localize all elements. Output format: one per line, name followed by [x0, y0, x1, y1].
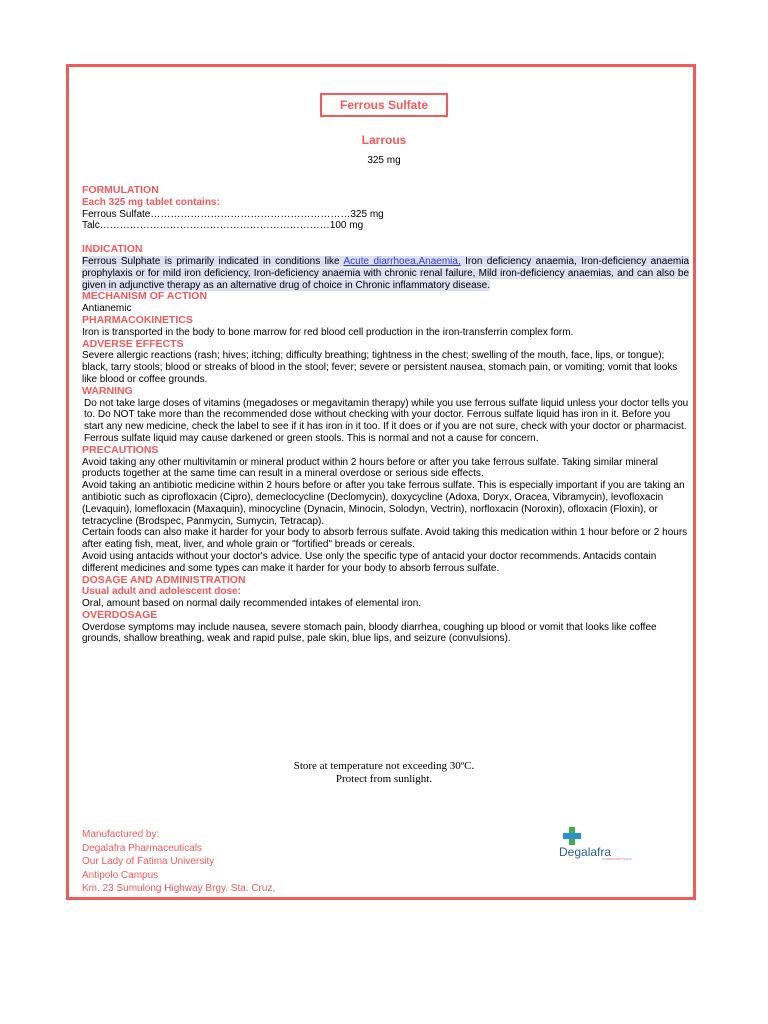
- manufacturer-line: Degalafra Pharmaceuticals: [82, 842, 203, 854]
- overdosage-heading: OVERDOSAGE: [82, 608, 158, 621]
- dosage-text: Oral, amount based on normal daily recommended intakes of elemental iron.: [82, 598, 422, 610]
- precautions-heading: PRECAUTIONS: [82, 443, 159, 456]
- mechanism-heading: MECHANISM OF ACTION: [82, 290, 208, 303]
- formulation-heading: FORMULATION: [82, 184, 159, 196]
- formulation-row: [82, 209, 689, 221]
- indication-text-1: Ferrous Sulphate is primarily indicated in conditions like: [82, 255, 344, 267]
- leader-dots: ……………………………………………………………: [99, 220, 330, 232]
- manufacturer-block: [82, 828, 275, 896]
- ingredient-name: Ferrous Sulfate: [82, 208, 151, 220]
- product-title: Ferrous Sulfate: [320, 93, 448, 117]
- warning-heading: WARNING: [82, 384, 133, 397]
- formulation-subheading: Each 325 mg tablet contains:: [82, 196, 220, 208]
- precautions-paragraph: Certain foods can also make it harder for your body to absorb ferrous sulfate. Avoid taking this medication within 1 hour before or 2 hours after eating fish, meat, liver, and whole grain or "fortified" breads or cereals.: [82, 527, 688, 551]
- content: [82, 185, 689, 645]
- pharmacokinetics-heading: PHARMACOKINETICS: [82, 313, 193, 326]
- formulation-row: [82, 220, 689, 232]
- manufacturer-line: Our Lady of Fatima University: [82, 856, 215, 867]
- overdosage-text: Overdose symptoms may include nausea, severe stomach pain, bloody diarrhea, coughing up blood or vomit that looks like coffee grounds, shallow breathing, weak and rapid pulse, pale skin, blue lips, and seizure (convulsions).: [82, 621, 657, 645]
- document-frame: [66, 64, 696, 900]
- adverse-effects-heading: ADVERSE EFFECTS: [82, 337, 184, 350]
- storage-instructions: [69, 760, 699, 786]
- warning-text: Do not take large doses of vitamins (megadoses or megavitamin therapy) while you use ferrous sulfate liquid unless your doctor tells you to. Do NOT take more than the recommended dose without checking with your doctor. Ferrous sulfate liquid has iron in it. Before you start any new medicine, check the label to see if it has iron in it too. If it does or if you are not sure, check with your doctor or pharmacist. Ferrous sulfate liquid may cause darkened or green stools. This is normal and not a cause for concern.: [84, 397, 689, 444]
- company-logo: [547, 825, 647, 865]
- ingredient-amount: 325 mg: [350, 208, 384, 220]
- leader-dots: ……………………………………………………: [150, 208, 351, 220]
- precautions-paragraph: Avoid taking an antibiotic medicine within 2 hours before or after you take ferrous sulfate. This is especially important if you are taking an antibiotic such as ciprofloxacin (Cipro), demeclocycline (Declomycin), doxycycline (Adoxa, Doryx, Oracea, Vibramycin), levofloxacin (Levaquin), lomefloxacin (Maxaquin), minocycline (Dynacin, Minocin, Solodyn, Vectrin), norfloxacin (Noroxin), ofloxacin (Floxin), or tetracycline (Brodspec, Panmycin, Sumycin, Tetracap).: [82, 480, 685, 527]
- manufacturer-line: Km. 23 Sumulong Highway Brgy. Sta. Cruz,: [82, 883, 276, 894]
- strength: 325 mg: [367, 155, 401, 166]
- precautions-paragraph: Avoid taking any other multivitamin or mineral product within 2 hours before or after you take ferrous sulfate. Taking similar mineral products together at the same time can result in a mineral overdose or serious side effects.: [82, 456, 659, 480]
- logo-text: Degalafra: [559, 845, 612, 859]
- dosage-subheading: Usual adult and adolescent dose:: [82, 586, 241, 598]
- ingredient-amount: 100 mg: [329, 220, 364, 232]
- logo-tagline: PHARMACEUTICALS: [602, 857, 632, 861]
- indication-link[interactable]: Acute diarrhoea,Anaemia,: [343, 255, 461, 267]
- precautions-paragraph: Avoid using antacids without your doctor's advice. Use only the specific type of antacid your doctor recommends. Antacids contain different medicines and some types can make it harder for your body to absorb ferrous sulfate.: [82, 550, 657, 574]
- logo-cross-icon: [547, 825, 647, 865]
- brand-name: Larrous: [361, 133, 407, 147]
- storage-line: Protect from sunlight.: [335, 773, 433, 785]
- indication-text-2: Iron deficiency anaemia, Iron-deficiency anaemia prophylaxis or for mild iron deficiency, Iron-deficiency anaemia with chronic renal failure, Mild iron-deficiency anaemias, and can also be given in adjunctive therapy as an alternative drug of choice in Chronic inflammatory disease.: [82, 255, 690, 291]
- manufacturer-line: Manufactured by:: [82, 829, 160, 840]
- mechanism-text: Antianemic: [82, 303, 132, 315]
- ingredient-name: Talc: [82, 220, 100, 232]
- indication-heading: INDICATION: [82, 243, 143, 256]
- indication-text: [82, 256, 689, 291]
- storage-line: Store at temperature not exceeding 30ºC.: [293, 760, 475, 772]
- dosage-heading: DOSAGE AND ADMINISTRATION: [82, 573, 246, 586]
- manufacturer-line: Antipolo Campus: [82, 869, 159, 881]
- pharmacokinetics-text: Iron is transported in the body to bone marrow for red blood cell production in the iron-transferrin complex form.: [82, 326, 574, 338]
- adverse-effects-text: Severe allergic reactions (rash; hives; itching; difficulty breathing; tightness in the chest; swelling of the mouth, face, lips, or tongue); black, tarry stools; blood or streaks of blood in the stool; fever; severe or persistent nausea, stomach pain, or vomiting; vomit that looks like blood or coffee grounds.: [82, 350, 678, 385]
